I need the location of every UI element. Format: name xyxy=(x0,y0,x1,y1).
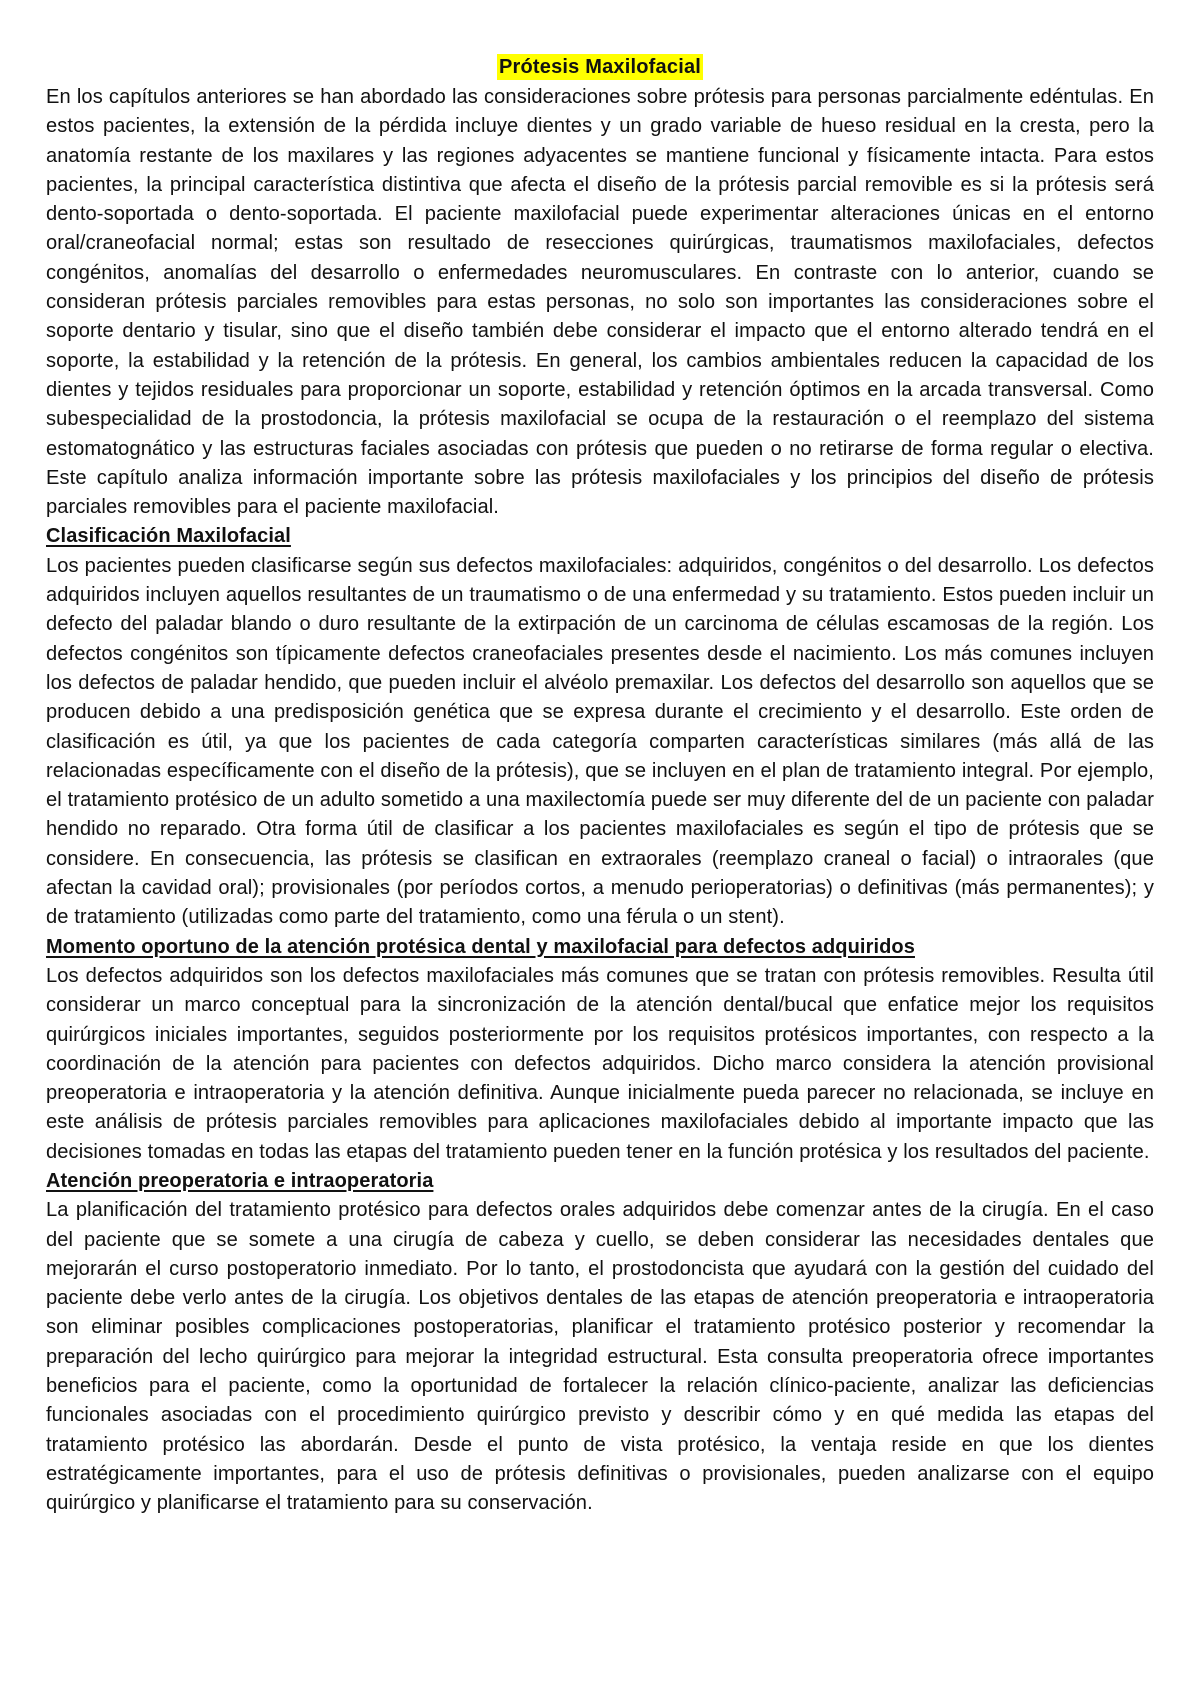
title-container xyxy=(46,54,1154,82)
section-heading-momento-oportuno: Momento oportuno de la atención protésica dental y maxilofacial para defectos adquiridos xyxy=(46,935,915,958)
paragraph-momento-oportuno: Los defectos adquiridos son los defectos maxilofaciales más comunes que se tratan con prótesis removibles. Resulta útil considerar un marco conceptual para la sincronización de la atención dental/bucal que enfatice mejor los requisitos quirúrgicos iniciales importantes, seguidos posteriormente por los requisitos protésicos importantes, con respecto a la coordinación de la atención para pacientes con defectos adquiridos. Dicho marco considera la atención provisional preoperatoria e intraoperatoria y la atención definitiva. Aunque inicialmente pueda parecer no relacionada, se incluye en este análisis de prótesis parciales removibles para aplicaciones maxilofaciales debido al importante impacto que las decisiones tomadas en todas las etapas del tratamiento pueden tener en la función protésica y los resultados del paciente. xyxy=(46,964,1154,1163)
paragraph-clasificacion: Los pacientes pueden clasificarse según sus defectos maxilofaciales: adquiridos, congénitos o del desarrollo. Los defectos adquiridos incluyen aquellos resultantes de un traumatismo o de una enfermedad y su tratamiento. Estos pueden incluir un defecto del paladar blando o duro resultante de la extirpación de un carcinoma de células escamosas de la región. Los defectos congénitos son típicamente defectos craneofaciales presentes desde el nacimiento. Los más comunes incluyen los defectos de paladar hendido, que pueden incluir el alvéolo premaxilar. Los defectos del desarrollo son aquellos que se producen debido a una predisposición genética que se expresa durante el crecimiento y el desarrollo. Este orden de clasificación es útil, ya que los pacientes de cada categoría comparten características similares (más allá de las relacionadas específicamente con el diseño de la prótesis), que se incluyen en el plan de tratamiento integral. Por ejemplo, el tratamiento protésico de un adulto sometido a una maxilectomía puede ser muy diferente del de un paciente con paladar hendido no reparado. Otra forma útil de clasificar a los pacientes maxilofaciales es según el tipo de prótesis que se considere. En consecuencia, las prótesis se clasifican en extraorales (reemplazo craneal o facial) o intraorales (que afectan la cavidad oral); provisionales (por períodos cortos, a menudo perioperatorias) o definitivas (más permanentes); y de tratamiento (utilizadas como parte del tratamiento, como una férula o un stent). xyxy=(46,554,1154,929)
section-heading-atencion-preoperatoria: Atención preoperatoria e intraoperatoria xyxy=(46,1169,434,1192)
document-title: Prótesis Maxilofacial xyxy=(498,56,702,78)
paragraph-atencion-preoperatoria: La planificación del tratamiento protésico para defectos orales adquiridos debe comenzar antes de la cirugía. En el caso del paciente que se somete a una cirugía de cabeza y cuello, se deben considerar las necesidades dentales que mejorarán el curso postoperatorio inmediato. Por lo tanto, el prostodoncista que ayudará con la gestión del cuidado del paciente debe verlo antes de la cirugía. Los objetivos dentales de las etapas de atención preoperatoria e intraoperatoria son eliminar posibles complicaciones postoperatorias, planificar el tratamiento protésico posterior y recomendar la preparación del lecho quirúrgico para mejorar la integridad estructural. Esta consulta preoperatoria ofrece importantes beneficios para el paciente, como la oportunidad de fortalecer la relación clínico-paciente, analizar las deficiencias funcionales asociadas con el procedimiento quirúrgico previsto y describir cómo y en qué medida las etapas del tratamiento protésico las abordarán. Desde el punto de vista protésico, la ventaja reside en que los dientes estratégicamente importantes, para el uso de prótesis definitivas o provisionales, pueden analizarse con el equipo quirúrgico y planificarse el tratamiento para su conservación. xyxy=(46,1199,1154,1515)
paragraph-intro: En los capítulos anteriores se han abordado las consideraciones sobre prótesis para personas parcialmente edéntulas. En estos pacientes, la extensión de la pérdida incluye dientes y un grado variable de hueso residual en la cresta, pero la anatomía restante de los maxilares y las regiones adyacentes se mantiene funcional y físicamente intacta. Para estos pacientes, la principal característica distintiva que afecta el diseño de la prótesis parcial removible es si la prótesis será dento-soportada o dento-soportada. El paciente maxilofacial puede experimentar alteraciones únicas en el entorno oral/craneofacial normal; estas son resultado de resecciones quirúrgicas, traumatismos maxilofaciales, defectos congénitos, anomalías del desarrollo o enfermedades neuromusculares. En contraste con lo anterior, cuando se consideran prótesis parciales removibles para estas personas, no solo son importantes las consideraciones sobre el soporte dentario y tisular, sino que el diseño también debe considerar el impacto que el entorno alterado tendrá en el soporte, la estabilidad y la retención de la prótesis. En general, los cambios ambientales reducen la capacidad de los dientes y tejidos residuales para proporcionar un soporte, estabilidad y retención óptimos en la arcada transversal. Como subespecialidad de la prostodoncia, la prótesis maxilofacial se ocupa de la restauración o el reemplazo del sistema estomatognático y las estructuras faciales asociadas con prótesis que pueden o no retirarse de forma regular o electiva. Este capítulo analiza información importante sobre las prótesis maxilofaciales y los principios del diseño de prótesis parciales removibles para el paciente maxilofacial. xyxy=(46,86,1154,519)
section-heading-clasificacion: Clasificación Maxilofacial xyxy=(46,525,291,548)
